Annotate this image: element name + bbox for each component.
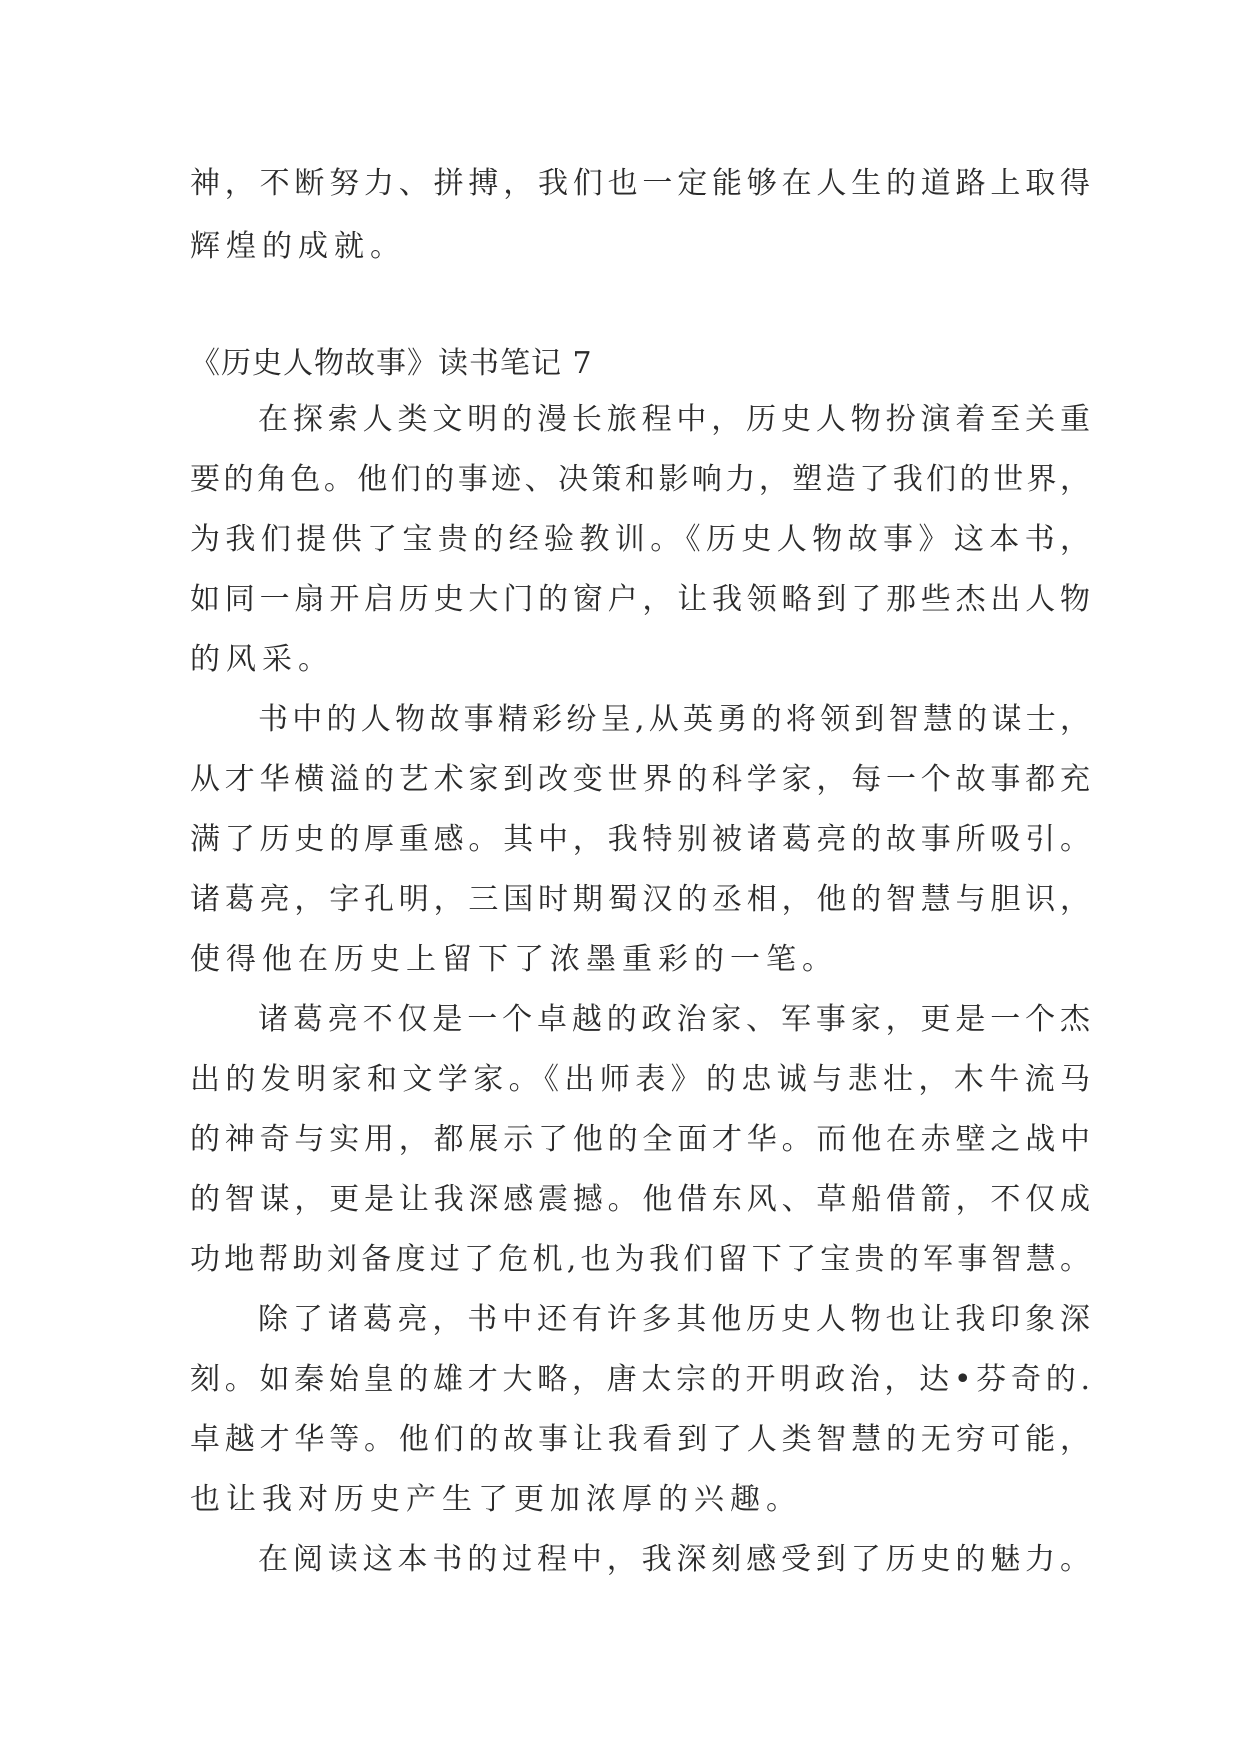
text-line: 的神奇与实用，都展示了他的全面才华。而他在赤壁之战中 <box>190 1122 1090 1157</box>
text-line: 辉煌的成就。 <box>190 229 406 264</box>
text-line: 使得他在历史上留下了浓墨重彩的一笔。 <box>190 942 838 977</box>
text-line: 要的角色。他们的事迹、决策和影响力，塑造了我们的世界， <box>190 462 1090 497</box>
text-line: 满了历史的厚重感。其中，我特别被诸葛亮的故事所吸引。 <box>190 822 1090 857</box>
text-line: 在阅读这本书的过程中，我深刻感受到了历史的魅力。 <box>258 1542 1090 1577</box>
section-heading: 《历史人物故事》读书笔记 7 <box>190 346 593 381</box>
text-line: 的智谋，更是让我深感震撼。他借东风、草船借箭，不仅成 <box>190 1182 1090 1217</box>
text-line: 卓越才华等。他们的故事让我看到了人类智慧的无穷可能， <box>190 1422 1090 1457</box>
text-line: 也让我对历史产生了更加浓厚的兴趣。 <box>190 1482 802 1517</box>
text-line: 从才华横溢的艺术家到改变世界的科学家，每一个故事都充 <box>190 762 1090 797</box>
text-line: 除了诸葛亮，书中还有许多其他历史人物也让我印象深 <box>258 1302 1090 1337</box>
text-line: 功地帮助刘备度过了危机,也为我们留下了宝贵的军事智慧。 <box>190 1242 1090 1277</box>
text-line: 刻。如秦始皇的雄才大略，唐太宗的开明政治，达•芬奇的. <box>190 1362 1090 1397</box>
text-line: 如同一扇开启历史大门的窗户，让我领略到了那些杰出人物 <box>190 582 1090 617</box>
text-line: 诸葛亮不仅是一个卓越的政治家、军事家，更是一个杰 <box>258 1002 1090 1037</box>
text-line: 出的发明家和文学家。《出师表》的忠诚与悲壮，木牛流马 <box>190 1062 1090 1097</box>
text-line: 神，不断努力、拼搏，我们也一定能够在人生的道路上取得 <box>190 166 1090 201</box>
text-line: 的风采。 <box>190 642 334 677</box>
text-line: 诸葛亮，字孔明，三国时期蜀汉的丞相，他的智慧与胆识， <box>190 882 1090 917</box>
text-line: 在探索人类文明的漫长旅程中，历史人物扮演着至关重 <box>258 402 1090 437</box>
text-line: 为我们提供了宝贵的经验教训。《历史人物故事》这本书， <box>190 522 1090 557</box>
text-line: 书中的人物故事精彩纷呈,从英勇的将领到智慧的谋士， <box>258 702 1090 737</box>
